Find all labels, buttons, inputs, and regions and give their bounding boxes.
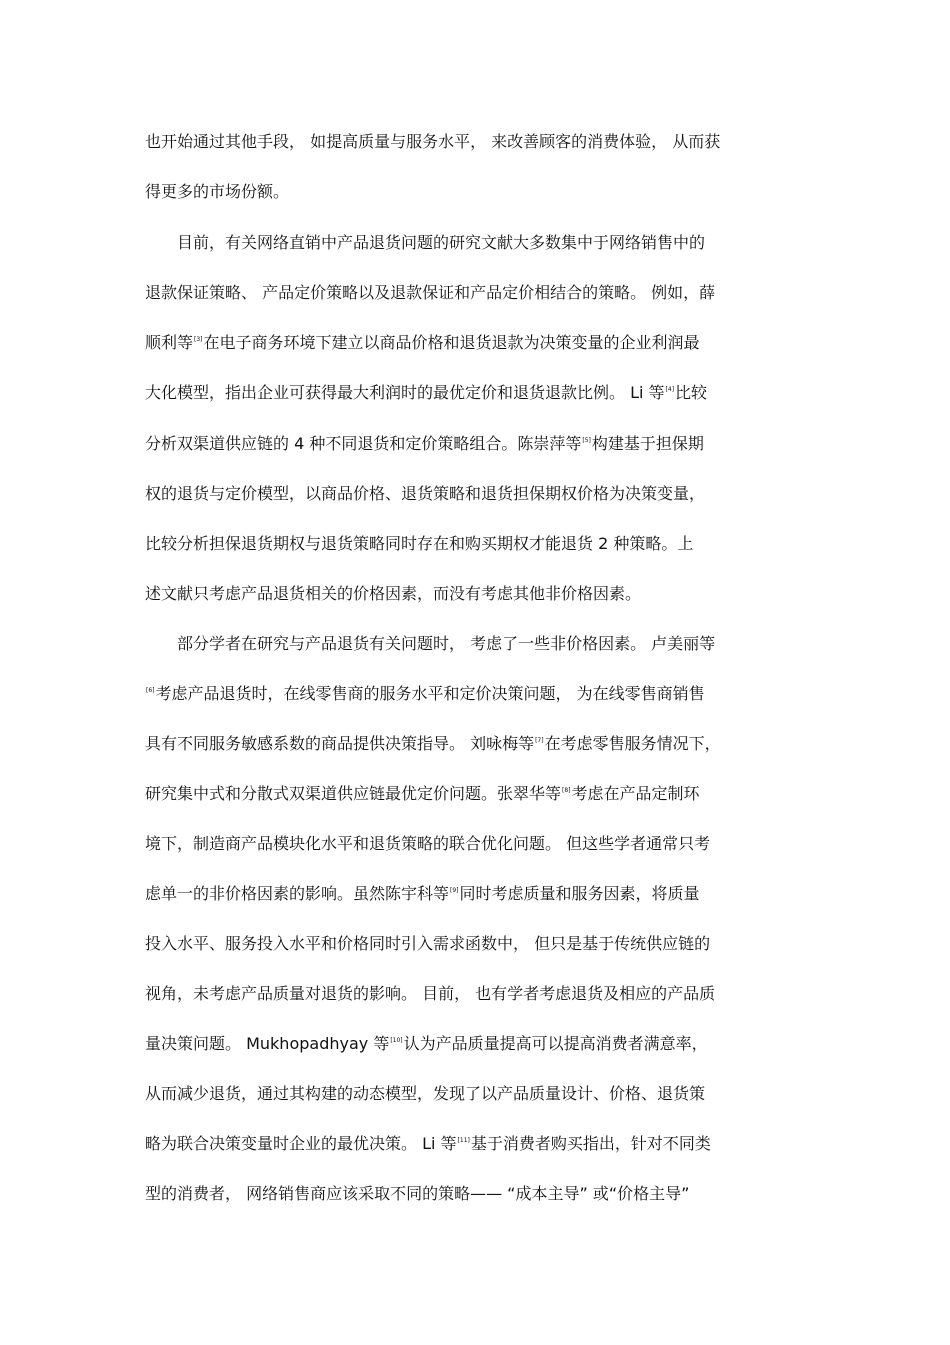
text-line: 型的消费者， 网络销售商应该采取不同的策略—— “成本主导” 或“价格主导” xyxy=(145,1184,690,1203)
text-fragment: 量决策问题。 Mukhopadhyay 等 xyxy=(145,1034,390,1053)
text-fragment: 考虑产品退货时，在线零售商的服务水平和定价决策问题， 为在线零售商销售 xyxy=(155,684,705,703)
citation-ref: [9] xyxy=(450,887,459,894)
text-line xyxy=(145,1133,810,1155)
text-fragment: 在考虑零售服务情况下， xyxy=(544,734,721,753)
text-fragment: 同时考虑质量和服务因素，将质量 xyxy=(459,884,700,903)
text-line: 权的退货与定价模型，以商品价格、退货策略和退货担保期权价格为决策变量， xyxy=(145,484,706,503)
text-fragment: 具有不同服务敏感系数的商品提供决策指导。 刘咏梅等 xyxy=(145,734,535,753)
text-fragment: 构建基于担保期 xyxy=(591,434,704,453)
text-line xyxy=(145,783,810,805)
text-fragment: 顺利等 xyxy=(145,333,194,352)
text-line: 述文献只考虑产品退货相关的价格因素，而没有考虑其他非价格因素。 xyxy=(145,584,642,603)
text-line xyxy=(145,433,810,455)
text-line: 退款保证策略、 产品定价策略以及退款保证和产品定价相结合的策略。 例如，薛 xyxy=(145,283,716,302)
text-line xyxy=(145,733,810,755)
text-fragment: 比较 xyxy=(675,383,708,402)
text-line xyxy=(145,683,810,705)
text-fragment: 分析双渠道供应链的 4 种不同退货和定价策略组合。陈崇萍等 xyxy=(145,434,582,453)
citation-ref: [11] xyxy=(457,1137,470,1144)
text-fragment: 虑单一的非价格因素的影响。虽然陈宇科等 xyxy=(145,884,450,903)
text-line: 得更多的市场份额。 xyxy=(145,182,290,201)
citation-ref: [8] xyxy=(562,787,571,794)
text-line xyxy=(145,1033,810,1055)
text-line xyxy=(145,382,810,404)
text-fragment: 略为联合决策变量时企业的最优决策。 Li 等 xyxy=(145,1134,457,1153)
text-line: 部分学者在研究与产品退货有关问题时， 考虑了一些非价格因素。 卢美丽等 xyxy=(177,634,716,653)
text-fragment: 在电子商务环境下建立以商品价格和退货退款为决策变量的企业利润最 xyxy=(203,333,700,352)
text-line: 投入水平、服务投入水平和价格同时引入需求函数中， 但只是基于传统供应链的 xyxy=(145,934,711,953)
citation-ref: [3] xyxy=(194,336,203,343)
text-fragment: 大化模型，指出企业可获得最大利润时的最优定价和退货退款比例。 Li 等 xyxy=(145,383,665,402)
text-line: 视角，未考虑产品质量对退货的影响。 目前， 也有学者考虑退货及相应的产品质 xyxy=(145,984,716,1003)
text-line: 从而减少退货，通过其构建的动态模型，发现了以产品质量设计、价格、退货策 xyxy=(145,1084,706,1103)
text-fragment: 基于消费者购买指出，针对不同类 xyxy=(470,1134,711,1153)
text-line: 目前，有关网络直销中产品退货问题的研究文献大多数集中于网络销售中的 xyxy=(177,233,706,252)
text-line: 比较分析担保退货期权与退货策略同时存在和购买期权才能退货 2 种策略。上 xyxy=(145,534,694,553)
citation-ref: [10] xyxy=(390,1037,403,1044)
text-line xyxy=(145,332,810,354)
text-fragment: 考虑在产品定制环 xyxy=(571,784,700,803)
text-line: 也开始通过其他手段， 如提高质量与服务水平， 来改善顾客的消费体验， 从而获 xyxy=(145,132,721,151)
citation-ref: [5] xyxy=(582,437,591,444)
citation-ref: [7] xyxy=(535,737,544,744)
citation-ref: [6] xyxy=(146,687,155,694)
citation-ref: [4] xyxy=(665,386,675,393)
text-fragment: 认为产品质量提高可以提高消费者满意率， xyxy=(403,1034,708,1053)
text-line xyxy=(145,883,810,905)
text-fragment: 研究集中式和分散式双渠道供应链最优定价问题。张翠华等 xyxy=(145,784,562,803)
text-line: 境下，制造商产品模块化水平和退货策略的联合优化问题。 但这些学者通常只考 xyxy=(145,834,711,853)
